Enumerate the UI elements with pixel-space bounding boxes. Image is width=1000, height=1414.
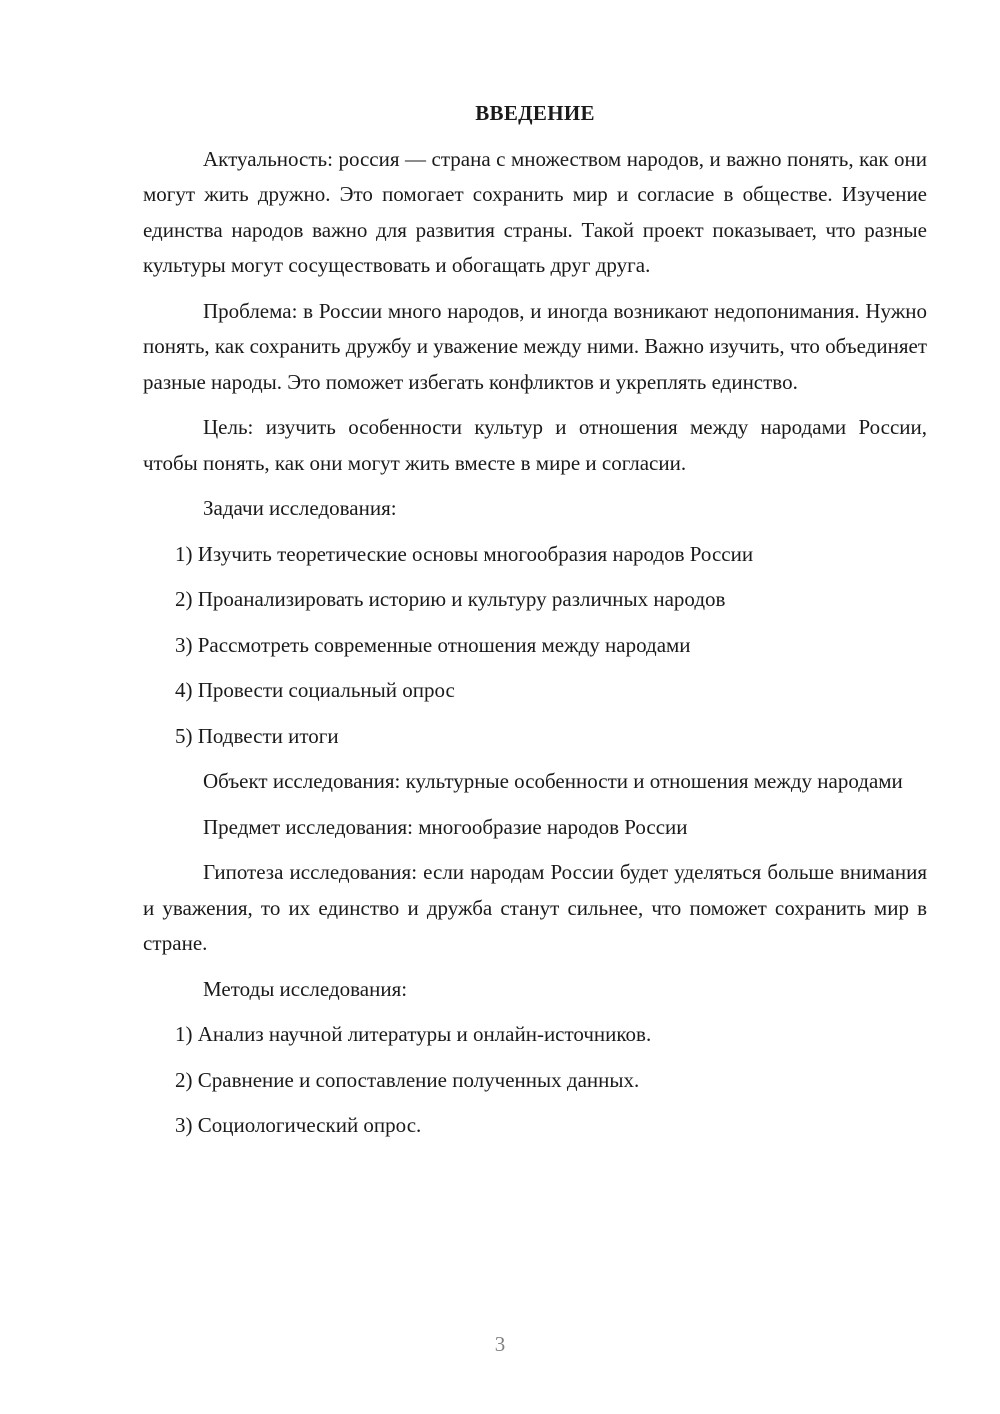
goal-paragraph: Цель: изучить особенности культур и отношения между народами России, чтобы понять, как они могут жить вместе в мире и согласии. — [143, 415, 927, 475]
list-item: 3) Рассмотреть современные отношения между народами — [175, 632, 691, 657]
relevance-paragraph: Актуальность: россия — страна с множеством народов, и важно понять, как они могут жить дружно. Это помогает сохранить мир и согласие в обществе. Изучение единства народов важно для развития страны. Такой проект показывает, что разные культуры могут сосуществовать и обогащать друг друга. — [143, 146, 927, 277]
tasks-heading: Задачи исследования: — [203, 496, 397, 520]
list-item: 5) Подвести итоги — [175, 723, 339, 748]
object-paragraph: Объект исследования: культурные особенности и отношения между народами — [203, 769, 903, 793]
subject-paragraph: Предмет исследования: многообразие народов России — [203, 814, 688, 839]
section-title: ВВЕДЕНИЕ — [475, 101, 595, 125]
list-item: 1) Изучить теоретические основы многообразия народов России — [175, 541, 754, 566]
hypothesis-paragraph: Гипотеза исследования: если народам России будет уделяться больше внимания и уважения, то их единство и дружба станут сильнее, что поможет сохранить мир в стране. — [143, 860, 927, 955]
list-item: 1) Анализ научной литературы и онлайн-источников. — [175, 1022, 652, 1046]
list-item: 3) Социологический опрос. — [175, 1113, 422, 1137]
methods-heading: Методы исследования: — [203, 976, 408, 1001]
methods-list — [143, 1017, 927, 1144]
tasks-list — [143, 537, 927, 755]
page-number: 3 — [494, 1332, 506, 1356]
list-item: 2) Сравнение и сопоставление полученных данных. — [175, 1067, 640, 1092]
list-item: 2) Проанализировать историю и культуру различных народов — [175, 587, 726, 611]
problem-paragraph: Проблема: в России много народов, и иногда возникают недопонимания. Нужно понять, как сохранить дружбу и уважение между ними. Важно изучить, что объединяет разные народы. Это поможет избегать конфликтов и укреплять единство. — [143, 298, 927, 394]
list-item: 4) Провести социальный опрос — [175, 678, 455, 702]
document-page — [143, 96, 927, 1154]
